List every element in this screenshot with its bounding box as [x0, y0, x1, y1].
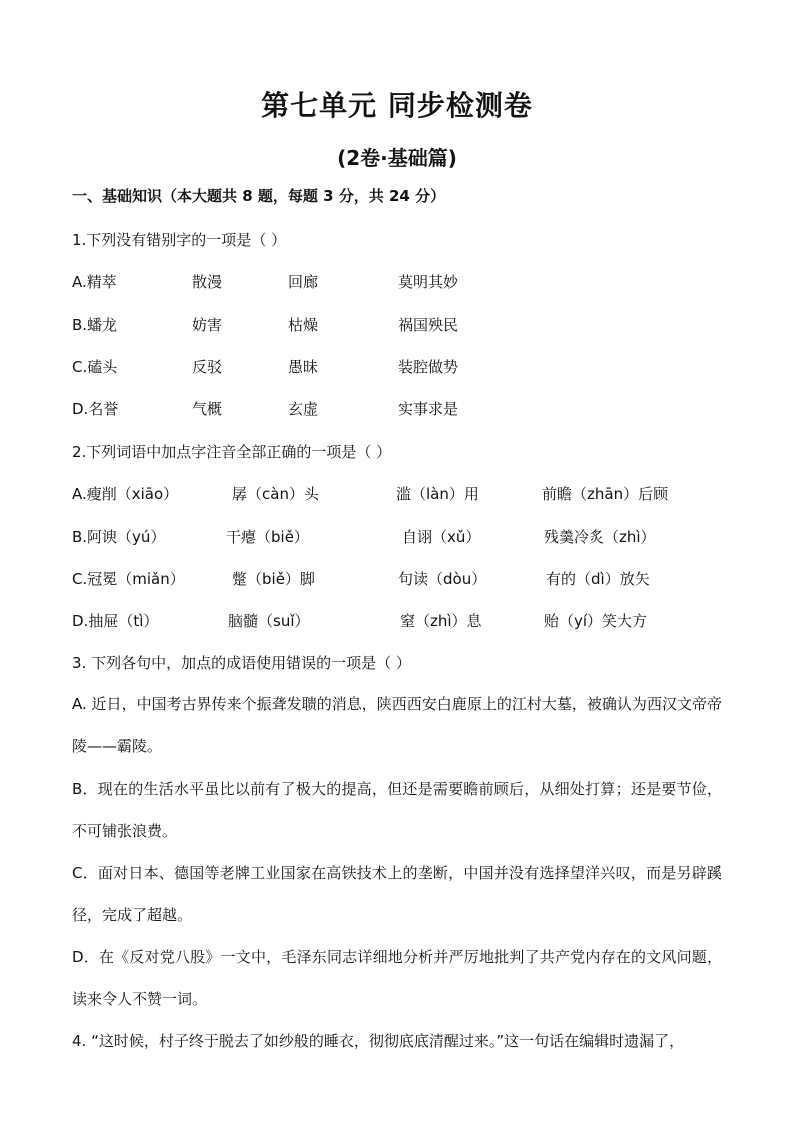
option-label: A.瘦削（xiāo）: [72, 485, 179, 503]
option-word: 愚昧: [288, 358, 319, 376]
option-label: D.名誉: [72, 400, 119, 418]
option-word: 回廊: [288, 273, 319, 291]
option-word: 自诩（xǔ）: [402, 528, 481, 546]
q2-stem: 2.下列词语中加点字注音全部正确的一项是（ ）: [72, 443, 392, 461]
option-word: 枯燥: [288, 316, 319, 334]
q3-option-a: A. 近日，中国考古界传来个振聋发聩的消息，陕西西安白鹿原上的江村大墓，被确认为西汉文帝帝陵——霸陵。: [72, 695, 722, 755]
option-word: 祸国殃民: [398, 316, 459, 334]
q3-option-d: D．在《反对党八股》一文中，毛泽东同志详细地分析并严厉地批判了共产党内存在的文风问题，读来令人不赞一词。: [72, 948, 722, 1008]
option-word: 孱（càn）头: [232, 485, 319, 503]
option-label: C.冠冕（miǎn）: [72, 570, 185, 588]
option-word: 脑髓（suǐ）: [228, 612, 310, 630]
section-heading: 一、基础知识（本大题共 8 题，每题 3 分，共 24 分）: [72, 187, 446, 205]
option-label: D.抽屉（tì）: [72, 612, 159, 630]
q3-stem: 3. 下列各句中，加点的成语使用错误的一项是（ ）: [72, 654, 411, 672]
option-label: B.阿谀（yú）: [72, 528, 166, 546]
option-word: 妨害: [192, 316, 223, 334]
option-label: B.蟠龙: [72, 316, 118, 334]
option-label: C.磕头: [72, 358, 118, 376]
page-subtitle: (2卷·基础篇): [337, 146, 457, 170]
option-word: 有的（dì）放矢: [546, 570, 650, 588]
q1-stem: 1.下列没有错别字的一项是（ ）: [72, 231, 287, 249]
option-word: 滥（làn）用: [396, 485, 479, 503]
option-word: 残羹冷炙（zhì）: [544, 528, 656, 546]
q4-stem: 4. “这时候，村子终于脱去了如纱般的睡衣，彻彻底底清醒过来。”这一句话在编辑时遗漏了，: [72, 1032, 685, 1050]
option-word: 反驳: [192, 358, 223, 376]
option-label: A.精萃: [72, 273, 117, 291]
option-word: 实事求是: [398, 400, 459, 418]
option-word: 前瞻（zhān）后顾: [542, 485, 669, 503]
option-word: 窒（zhì）息: [400, 612, 482, 630]
option-word: 玄虚: [288, 400, 319, 418]
option-word: 蹩（biě）脚: [232, 570, 315, 588]
option-word: 句读（dòu）: [398, 570, 487, 588]
option-word: 散漫: [192, 273, 223, 291]
option-word: 气概: [192, 400, 223, 418]
q3-option-c: C．面对日本、德国等老牌工业国家在高铁技术上的垄断，中国并没有选择望洋兴叹，而是另辟蹊径，完成了超越。: [72, 864, 722, 924]
q3-option-b: B．现在的生活水平虽比以前有了极大的提高，但还是需要瞻前顾后，从细处打算；还是要节俭，不可铺张浪费。: [72, 780, 722, 840]
option-word: 装腔做势: [398, 358, 459, 376]
option-word: 莫明其妙: [398, 273, 459, 291]
option-word: 贻（yí）笑大方: [544, 612, 648, 630]
page-title: 第七单元 同步检测卷: [261, 89, 533, 122]
option-word: 干瘪（biě）: [226, 528, 309, 546]
